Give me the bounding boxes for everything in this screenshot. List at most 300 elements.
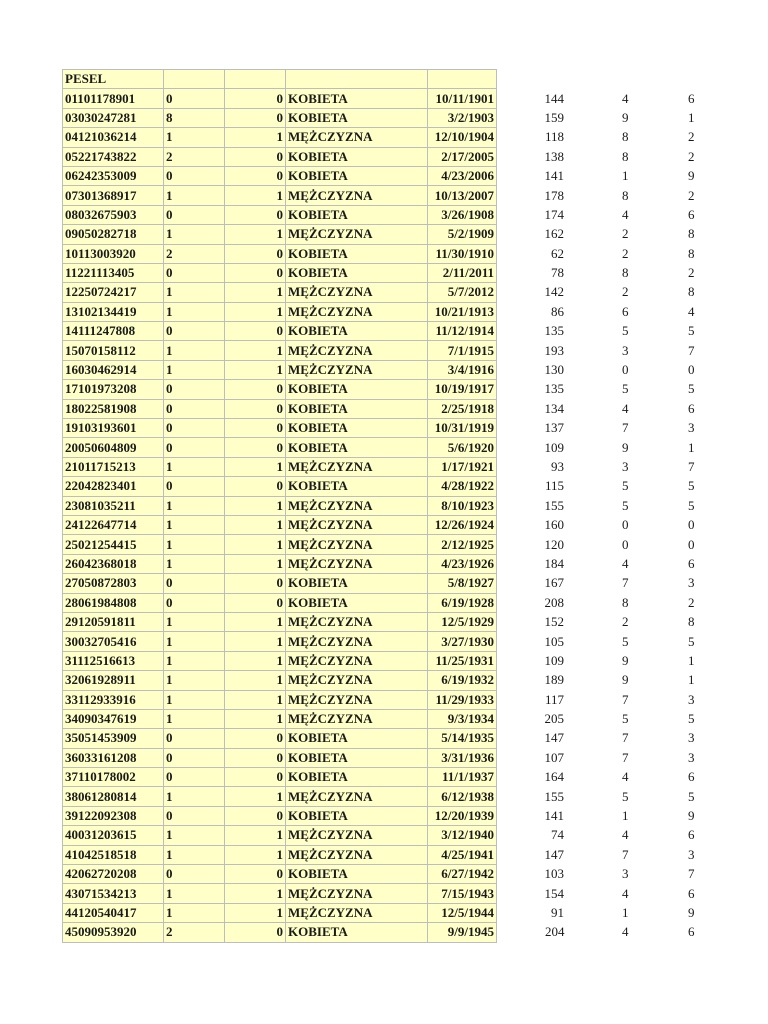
header-blank [497, 70, 567, 89]
value-cell: 160 [544, 517, 564, 533]
table-row [63, 108, 697, 127]
pesel-cell: 34090347619 [63, 709, 164, 728]
sex-code-cell: 0 [225, 729, 286, 748]
remainder-cell: 7 [622, 730, 629, 746]
digit-cell: 0 [164, 166, 225, 185]
date-cell: 7/15/1943 [428, 884, 497, 903]
date-cell: 5/7/2012 [428, 283, 497, 302]
header-empty-cell [164, 70, 225, 89]
sex-cell: MĘŻCZYZNA [286, 225, 428, 244]
table-row [63, 283, 697, 302]
table-row [63, 360, 697, 379]
date-cell: 12/10/1904 [428, 128, 497, 147]
complement-cell: 3 [688, 691, 695, 707]
pesel-cell: 29120591811 [63, 612, 164, 631]
sex-cell: KOBIETA [286, 166, 428, 185]
remainder-cell: 8 [622, 148, 629, 164]
value-cell: 142 [544, 284, 564, 300]
sex-cell: MĘŻCZYZNA [286, 845, 428, 864]
pesel-cell: 27050872803 [63, 574, 164, 593]
digit-cell: 1 [164, 884, 225, 903]
complement-cell: 1 [688, 652, 695, 668]
sex-cell: MĘŻCZYZNA [286, 302, 428, 321]
date-cell: 10/19/1917 [428, 380, 497, 399]
remainder-cell: 4 [622, 885, 629, 901]
complement-cell: 3 [688, 846, 695, 862]
complement-cell: 9 [688, 904, 695, 920]
sex-code-cell: 0 [225, 768, 286, 787]
date-cell: 7/1/1915 [428, 341, 497, 360]
complement-cell: 5 [688, 633, 695, 649]
digit-cell: 1 [164, 690, 225, 709]
complement-cell: 7 [688, 866, 695, 882]
complement-cell: 6 [688, 90, 695, 106]
date-cell: 10/31/1919 [428, 419, 497, 438]
table-row [63, 380, 697, 399]
header-blank [631, 70, 697, 89]
digit-cell: 1 [164, 496, 225, 515]
table-row [63, 593, 697, 612]
date-cell: 2/25/1918 [428, 399, 497, 418]
remainder-cell: 3 [622, 342, 629, 358]
pesel-cell: 41042518518 [63, 845, 164, 864]
complement-cell: 0 [688, 517, 695, 533]
sex-cell: KOBIETA [286, 147, 428, 166]
table-row [63, 302, 697, 321]
value-cell: 141 [544, 808, 564, 824]
remainder-cell: 4 [622, 924, 629, 940]
date-cell: 3/4/1916 [428, 360, 497, 379]
digit-cell: 1 [164, 535, 225, 554]
sex-cell: KOBIETA [286, 419, 428, 438]
sex-cell: MĘŻCZYZNA [286, 787, 428, 806]
sex-cell: MĘŻCZYZNA [286, 690, 428, 709]
date-cell: 10/11/1901 [428, 89, 497, 108]
complement-cell: 0 [688, 536, 695, 552]
value-cell: 154 [544, 885, 564, 901]
value-cell: 147 [544, 730, 564, 746]
sex-cell: KOBIETA [286, 806, 428, 825]
remainder-cell: 8 [622, 594, 629, 610]
table-row [63, 166, 697, 185]
digit-cell: 0 [164, 865, 225, 884]
complement-cell: 4 [688, 303, 695, 319]
sex-code-cell: 1 [225, 671, 286, 690]
remainder-cell: 0 [622, 517, 629, 533]
pesel-cell: 08032675903 [63, 205, 164, 224]
pesel-cell: 37110178002 [63, 768, 164, 787]
digit-cell: 1 [164, 302, 225, 321]
date-cell: 6/27/1942 [428, 865, 497, 884]
value-cell: 167 [544, 575, 564, 591]
spreadsheet-body [63, 70, 697, 943]
date-cell: 6/12/1938 [428, 787, 497, 806]
sex-cell: KOBIETA [286, 438, 428, 457]
sex-cell: KOBIETA [286, 923, 428, 942]
complement-cell: 6 [688, 206, 695, 222]
sex-cell: MĘŻCZYZNA [286, 612, 428, 631]
sex-cell: MĘŻCZYZNA [286, 554, 428, 573]
value-cell: 178 [544, 187, 564, 203]
sex-cell: KOBIETA [286, 768, 428, 787]
date-cell: 5/2/1909 [428, 225, 497, 244]
table-row [63, 865, 697, 884]
complement-cell: 5 [688, 711, 695, 727]
table-row [63, 225, 697, 244]
remainder-cell: 4 [622, 90, 629, 106]
sex-code-cell: 1 [225, 128, 286, 147]
remainder-cell: 5 [622, 323, 629, 339]
table-row [63, 457, 697, 476]
table-row [63, 438, 697, 457]
sex-cell: MĘŻCZYZNA [286, 360, 428, 379]
complement-cell: 6 [688, 924, 695, 940]
header-blank [567, 70, 631, 89]
digit-cell: 0 [164, 205, 225, 224]
date-cell: 11/30/1910 [428, 244, 497, 263]
date-cell: 4/23/1926 [428, 554, 497, 573]
date-cell: 10/13/2007 [428, 186, 497, 205]
complement-cell: 5 [688, 381, 695, 397]
value-cell: 62 [551, 245, 564, 261]
date-cell: 8/10/1923 [428, 496, 497, 515]
value-cell: 78 [551, 265, 564, 281]
sex-code-cell: 0 [225, 108, 286, 127]
complement-cell: 6 [688, 400, 695, 416]
sex-cell: KOBIETA [286, 593, 428, 612]
digit-cell: 0 [164, 748, 225, 767]
digit-cell: 1 [164, 612, 225, 631]
pesel-cell: 01101178901 [63, 89, 164, 108]
complement-cell: 5 [688, 788, 695, 804]
sex-code-cell: 1 [225, 341, 286, 360]
pesel-cell: 26042368018 [63, 554, 164, 573]
digit-cell: 1 [164, 903, 225, 922]
sex-code-cell: 0 [225, 865, 286, 884]
pesel-cell: 21011715213 [63, 457, 164, 476]
sex-cell: KOBIETA [286, 748, 428, 767]
remainder-cell: 4 [622, 400, 629, 416]
sex-code-cell: 1 [225, 457, 286, 476]
header-empty-cell [286, 70, 428, 89]
sex-cell: MĘŻCZYZNA [286, 496, 428, 515]
remainder-cell: 8 [622, 265, 629, 281]
digit-cell: 0 [164, 593, 225, 612]
value-cell: 144 [544, 90, 564, 106]
value-cell: 141 [544, 168, 564, 184]
date-cell: 11/12/1914 [428, 322, 497, 341]
remainder-cell: 2 [622, 245, 629, 261]
pesel-cell: 43071534213 [63, 884, 164, 903]
value-cell: 107 [544, 749, 564, 765]
digit-cell: 1 [164, 845, 225, 864]
digit-cell: 0 [164, 322, 225, 341]
complement-cell: 2 [688, 265, 695, 281]
sex-cell: MĘŻCZYZNA [286, 283, 428, 302]
sex-cell: KOBIETA [286, 729, 428, 748]
remainder-cell: 7 [622, 749, 629, 765]
sex-code-cell: 1 [225, 826, 286, 845]
remainder-cell: 6 [622, 303, 629, 319]
sex-cell: KOBIETA [286, 574, 428, 593]
digit-cell: 1 [164, 360, 225, 379]
remainder-cell: 8 [622, 187, 629, 203]
date-cell: 6/19/1932 [428, 671, 497, 690]
header-empty-cell [428, 70, 497, 89]
value-cell: 109 [544, 652, 564, 668]
table-row [63, 651, 697, 670]
sex-cell: MĘŻCZYZNA [286, 515, 428, 534]
value-cell: 105 [544, 633, 564, 649]
table-row [63, 89, 697, 108]
pesel-cell: 22042823401 [63, 477, 164, 496]
digit-cell: 2 [164, 923, 225, 942]
sex-code-cell: 0 [225, 438, 286, 457]
digit-cell: 1 [164, 554, 225, 573]
date-cell: 6/19/1928 [428, 593, 497, 612]
complement-cell: 3 [688, 420, 695, 436]
pesel-cell: 42062720208 [63, 865, 164, 884]
value-cell: 193 [544, 342, 564, 358]
sex-cell: KOBIETA [286, 263, 428, 282]
date-cell: 5/6/1920 [428, 438, 497, 457]
table-row [63, 535, 697, 554]
remainder-cell: 5 [622, 497, 629, 513]
pesel-cell: 31112516613 [63, 651, 164, 670]
value-cell: 74 [551, 827, 564, 843]
remainder-cell: 2 [622, 614, 629, 630]
value-cell: 86 [551, 303, 564, 319]
remainder-cell: 9 [622, 439, 629, 455]
digit-cell: 1 [164, 515, 225, 534]
value-cell: 137 [544, 420, 564, 436]
table-row [63, 729, 697, 748]
date-cell: 9/9/1945 [428, 923, 497, 942]
pesel-cell: 11221113405 [63, 263, 164, 282]
digit-cell: 8 [164, 108, 225, 127]
sex-code-cell: 0 [225, 147, 286, 166]
complement-cell: 8 [688, 284, 695, 300]
date-cell: 11/1/1937 [428, 768, 497, 787]
value-cell: 205 [544, 711, 564, 727]
table-row [63, 515, 697, 534]
table-row [63, 128, 697, 147]
pesel-cell: 20050604809 [63, 438, 164, 457]
sex-cell: MĘŻCZYZNA [286, 457, 428, 476]
value-cell: 115 [544, 478, 564, 494]
digit-cell: 0 [164, 399, 225, 418]
table-row [63, 748, 697, 767]
remainder-cell: 1 [622, 168, 629, 184]
sex-code-cell: 0 [225, 380, 286, 399]
digit-cell: 1 [164, 787, 225, 806]
complement-cell: 7 [688, 342, 695, 358]
remainder-cell: 1 [622, 808, 629, 824]
sex-code-cell: 0 [225, 748, 286, 767]
complement-cell: 3 [688, 575, 695, 591]
complement-cell: 2 [688, 594, 695, 610]
table-row [63, 806, 697, 825]
table-row [63, 496, 697, 515]
value-cell: 120 [544, 536, 564, 552]
pesel-cell: 38061280814 [63, 787, 164, 806]
sex-code-cell: 0 [225, 574, 286, 593]
date-cell: 5/14/1935 [428, 729, 497, 748]
sex-code-cell: 1 [225, 535, 286, 554]
remainder-cell: 7 [622, 846, 629, 862]
remainder-cell: 7 [622, 691, 629, 707]
date-cell: 12/20/1939 [428, 806, 497, 825]
sex-code-cell: 1 [225, 225, 286, 244]
value-cell: 155 [544, 497, 564, 513]
complement-cell: 5 [688, 497, 695, 513]
pesel-cell: 15070158112 [63, 341, 164, 360]
complement-cell: 0 [688, 362, 695, 378]
pesel-cell: 40031203615 [63, 826, 164, 845]
remainder-cell: 2 [622, 284, 629, 300]
sex-code-cell: 0 [225, 923, 286, 942]
remainder-cell: 5 [622, 478, 629, 494]
value-cell: 109 [544, 439, 564, 455]
remainder-cell: 3 [622, 459, 629, 474]
remainder-cell: 4 [622, 206, 629, 222]
pesel-cell: 39122092308 [63, 806, 164, 825]
sex-code-cell: 1 [225, 845, 286, 864]
sex-cell: MĘŻCZYZNA [286, 884, 428, 903]
complement-cell: 1 [688, 672, 695, 688]
date-cell: 12/5/1929 [428, 612, 497, 631]
sex-code-cell: 1 [225, 360, 286, 379]
sex-code-cell: 1 [225, 884, 286, 903]
date-cell: 3/27/1930 [428, 632, 497, 651]
pesel-cell: 36033161208 [63, 748, 164, 767]
sex-cell: MĘŻCZYZNA [286, 651, 428, 670]
sex-code-cell: 1 [225, 651, 286, 670]
sex-code-cell: 0 [225, 89, 286, 108]
digit-cell: 0 [164, 729, 225, 748]
remainder-cell: 1 [622, 904, 629, 920]
date-cell: 11/25/1931 [428, 651, 497, 670]
pesel-cell: 13102134419 [63, 302, 164, 321]
complement-cell: 1 [688, 439, 695, 455]
remainder-cell: 3 [622, 866, 629, 882]
table-row [63, 612, 697, 631]
digit-cell: 1 [164, 283, 225, 302]
digit-cell: 1 [164, 671, 225, 690]
digit-cell: 0 [164, 477, 225, 496]
date-cell: 3/12/1940 [428, 826, 497, 845]
sex-code-cell: 0 [225, 205, 286, 224]
header-pesel: PESEL [63, 70, 164, 89]
value-cell: 103 [544, 866, 564, 882]
date-cell: 3/26/1908 [428, 205, 497, 224]
table-row [63, 419, 697, 438]
sex-code-cell: 1 [225, 186, 286, 205]
pesel-cell: 17101973208 [63, 380, 164, 399]
sex-code-cell: 0 [225, 166, 286, 185]
value-cell: 164 [544, 769, 564, 785]
digit-cell: 0 [164, 419, 225, 438]
sex-cell: MĘŻCZYZNA [286, 341, 428, 360]
date-cell: 12/26/1924 [428, 515, 497, 534]
digit-cell: 1 [164, 651, 225, 670]
value-cell: 147 [544, 846, 564, 862]
table-row [63, 186, 697, 205]
table-row [63, 923, 697, 942]
table-row [63, 399, 697, 418]
remainder-cell: 5 [622, 788, 629, 804]
complement-cell: 6 [688, 555, 695, 571]
table-row [63, 322, 697, 341]
sex-cell: MĘŻCZYZNA [286, 632, 428, 651]
digit-cell: 2 [164, 147, 225, 166]
sex-cell: KOBIETA [286, 380, 428, 399]
pesel-cell: 33112933916 [63, 690, 164, 709]
date-cell: 5/8/1927 [428, 574, 497, 593]
complement-cell: 9 [688, 808, 695, 824]
sex-code-cell: 0 [225, 477, 286, 496]
digit-cell: 1 [164, 826, 225, 845]
date-cell: 10/21/1913 [428, 302, 497, 321]
header-row [63, 70, 697, 89]
complement-cell: 5 [688, 323, 695, 339]
table-row [63, 787, 697, 806]
sex-code-cell: 1 [225, 302, 286, 321]
table-row [63, 205, 697, 224]
value-cell: 118 [544, 129, 564, 145]
table-row [63, 477, 697, 496]
sex-code-cell: 1 [225, 903, 286, 922]
remainder-cell: 9 [622, 652, 629, 668]
date-cell: 9/3/1934 [428, 709, 497, 728]
complement-cell: 2 [688, 129, 695, 145]
pesel-cell: 30032705416 [63, 632, 164, 651]
pesel-cell: 03030247281 [63, 108, 164, 127]
sex-code-cell: 1 [225, 283, 286, 302]
digit-cell: 0 [164, 806, 225, 825]
sex-code-cell: 1 [225, 709, 286, 728]
pesel-cell: 14111247808 [63, 322, 164, 341]
pesel-cell: 10113003920 [63, 244, 164, 263]
value-cell: 130 [544, 362, 564, 378]
sex-code-cell: 1 [225, 496, 286, 515]
value-cell: 184 [544, 555, 564, 571]
table-row [63, 341, 697, 360]
table-row [63, 671, 697, 690]
pesel-cell: 45090953920 [63, 923, 164, 942]
date-cell: 1/17/1921 [428, 457, 497, 476]
remainder-cell: 0 [622, 536, 629, 552]
remainder-cell: 2 [622, 226, 629, 242]
date-cell: 4/25/1941 [428, 845, 497, 864]
digit-cell: 1 [164, 186, 225, 205]
sex-code-cell: 1 [225, 554, 286, 573]
value-cell: 155 [544, 788, 564, 804]
value-cell: 91 [551, 904, 564, 920]
sex-code-cell: 1 [225, 690, 286, 709]
sex-cell: MĘŻCZYZNA [286, 186, 428, 205]
remainder-cell: 7 [622, 575, 629, 591]
header-empty-cell [225, 70, 286, 89]
complement-cell: 2 [688, 187, 695, 203]
pesel-cell: 32061928911 [63, 671, 164, 690]
sex-code-cell: 1 [225, 632, 286, 651]
value-cell: 93 [551, 459, 564, 474]
complement-cell: 3 [688, 730, 695, 746]
sex-cell: KOBIETA [286, 865, 428, 884]
remainder-cell: 9 [622, 109, 629, 125]
value-cell: 162 [544, 226, 564, 242]
